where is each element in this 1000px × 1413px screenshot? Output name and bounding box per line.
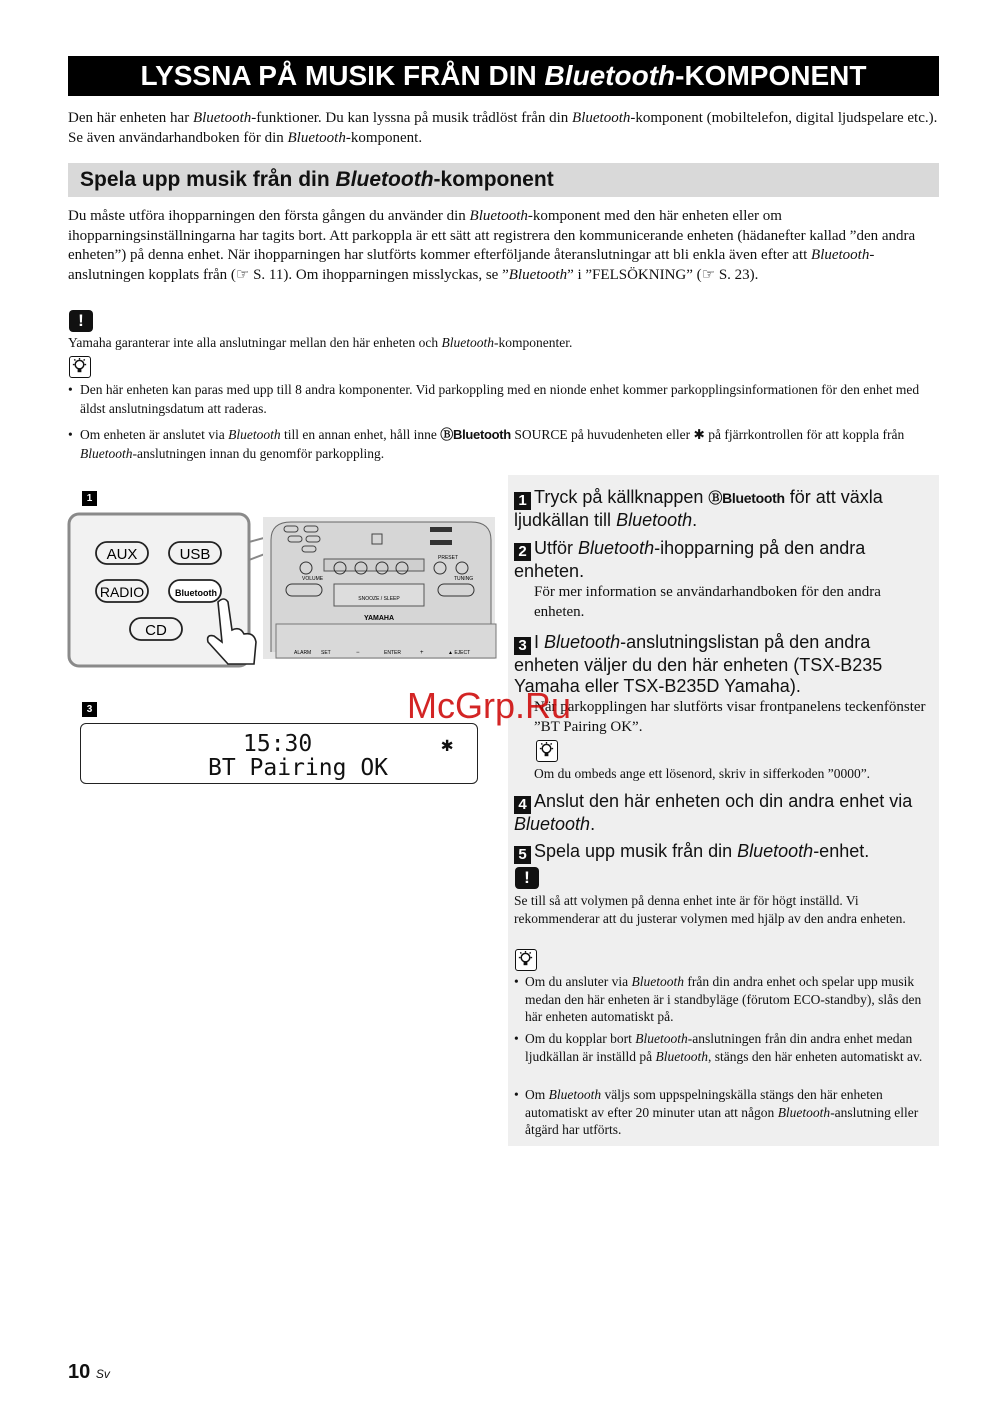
lcd-message: BT Pairing OK [208, 755, 389, 781]
lightbulb-icon [515, 949, 537, 971]
usb-label: USB [179, 546, 211, 563]
watermark: McGrp.Ru [407, 685, 572, 726]
step-3: 3 I Bluetooth-anslutningslistan på den andra enheten väljer du den här enheten (TSX-B235 Yamaha eller TSX-B235D Yamaha). [514, 632, 883, 696]
tip-bullet: • Om du ansluter via Bluetooth från din andra enhet och spelar upp musik medan den här enheten är i standbyläge (förutom ECO-standby), slås den här enheten automatiskt på. [514, 973, 932, 1026]
intro-paragraph: Den här enheten har Bluetooth-funktioner. Du kan lyssna på musik trådlöst från din Bluetooth-komponent (mobiltelefon, digital ljudspelare etc.). Se även användarhandboken för din Bluetooth-komponent. [68, 110, 938, 146]
enter-label: ENTER [384, 650, 401, 656]
bluetooth-label: Bluetooth [175, 588, 217, 598]
volume-label: VOLUME [302, 576, 324, 582]
step-4: 4 Anslut den här enheten och din andra enhet via Bluetooth. [514, 791, 913, 834]
lightbulb-icon [69, 356, 91, 378]
volume-warning: Se till så att volymen på denna enhet inte är för högt inställd. Vi rekommenderar att du justerar volymen med hjälp av den andra enheten. [514, 893, 906, 926]
tip-bullet: • Om du kopplar bort Bluetooth-anslutningen från din andra enhet medan ljudkällan är inställd på Bluetooth, stängs den här enheten automatiskt av. [514, 1030, 932, 1065]
bluetooth-icon: ✱ [693, 427, 705, 442]
step-5: 5 Spela upp musik från din Bluetooth-enhet. [514, 841, 932, 864]
tip-bullet: • Om enheten är anslutet via Bluetooth till en annan enhet, håll inne ⒷBluetooth SOURCE på huvudenheten eller ✱ på fjärrkontrollen för att koppla från Bluetooth-anslutningen innan du genomför parkoppling. [68, 425, 939, 463]
device-illustration [66, 512, 498, 672]
plus-label: + [420, 650, 424, 656]
snooze-label: SNOOZE / SLEEP [358, 596, 400, 602]
radio-label: RADIO [99, 584, 145, 600]
yamaha-logo: YAMAHA [363, 615, 395, 622]
cd-label: CD [145, 622, 167, 639]
section-heading: Spela upp musik från din Bluetooth-komponent [68, 163, 939, 197]
minus-label: − [356, 650, 360, 656]
alarm-label: ALARM [294, 650, 312, 656]
step-1: 1 Tryck på källknappen ⒷBluetooth för att växla ljudkällan till Bluetooth. [514, 487, 883, 530]
tip-bullet: • Om Bluetooth väljs som uppspelningskälla stängs den här enheten automatiskt av efter 20 minuter utan att någon Bluetooth-anslutning eller åtgärd har utförts. [514, 1086, 932, 1139]
step-2: 2 Utför Bluetooth-ihopparning på den andra enheten. [514, 538, 866, 581]
tuning-label: TUNING [454, 576, 474, 582]
lcd-time: 15:30 [243, 731, 313, 757]
exclamation-icon: ! [69, 310, 93, 332]
step-2-body: För mer information se användarhandboken för den andra enheten. [534, 584, 881, 620]
step-3-body: När parkopplingen har slutförts visar frontpanelens teckenfönster ”BT Pairing OK”. [534, 699, 926, 735]
bluetooth-logo: ⒷBluetooth [708, 490, 785, 506]
front-panel-display [80, 723, 478, 784]
figure-badge: 1 [82, 491, 97, 506]
lightbulb-icon [536, 740, 558, 762]
page-title: LYSSNA PÅ MUSIK FRÅN DIN Bluetooth-KOMPONENT [68, 56, 939, 96]
preset-label: PRESET [438, 555, 459, 561]
page-number: 10 Sv [68, 1361, 110, 1383]
warning-note: Yamaha garanterar inte alla anslutningar mellan den här enheten och Bluetooth-komponenter. [68, 335, 573, 350]
bluetooth-logo: ⒷBluetooth [440, 427, 511, 442]
tip-bullet: • Den här enheten kan paras med upp till 8 andra komponenter. Vid parkoppling med en nionde enhet kommer parkopplingsinformationen för den enhet med äldst anslutningsdatum att raderas. [68, 380, 939, 418]
exclamation-icon: ! [515, 867, 539, 889]
aux-label: AUX [106, 546, 138, 563]
body-paragraph: Du måste utföra ihopparningen den första gången du använder din Bluetooth-komponent med den här enheten eller om ihopparningsinställningarna har tagits bort. Att parkoppla är ett sätt att registrera den kommunicerande enheten (hädanefter kallad ”den andra enheten”) på denna enhet. När ihopparningen har slutförts kommer efterföljande återanslutningar att bli enkla även efter att Bluetooth-anslutningen kopplats från (☞ S. 11). Om ihopparningen misslyckas, se ”Bluetooth” i ”FELSÖKNING” (☞ S. 23). [68, 208, 916, 283]
step-3-tip: Om du ombeds ange ett lösenord, skriv in sifferkoden ”0000”. [534, 766, 871, 781]
set-label: SET [321, 650, 331, 656]
eject-label: ▲ EJECT [448, 650, 471, 656]
figure-badge: 3 [82, 702, 97, 717]
bluetooth-icon: ✱ [441, 732, 454, 756]
